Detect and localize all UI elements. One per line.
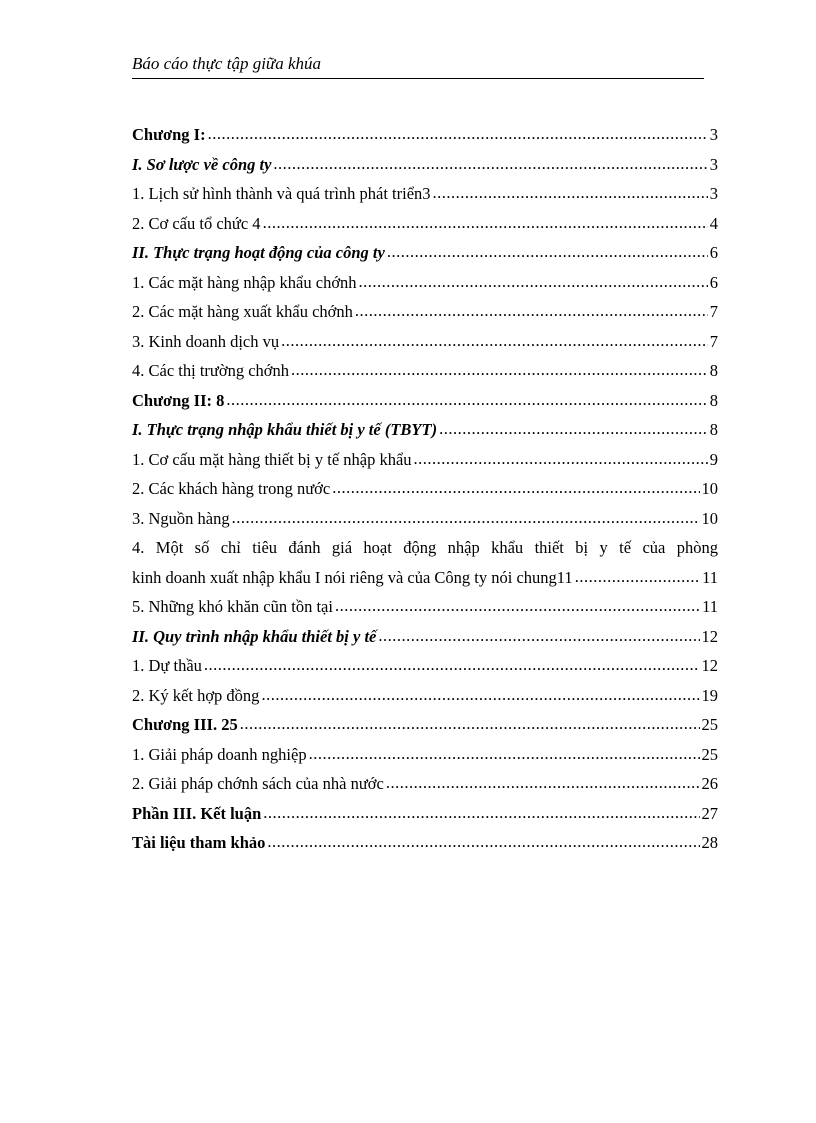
toc-entry-title: Chương I: (132, 125, 206, 144)
toc-entry (132, 268, 718, 298)
toc-page-number: 19 (701, 685, 718, 705)
toc-entry (132, 356, 718, 386)
toc-entry (132, 150, 718, 180)
dot-leader (575, 562, 700, 592)
toc-entry (132, 209, 718, 239)
toc-entry-title: Phần III. Kết luận (132, 803, 262, 823)
toc-entry (132, 179, 718, 209)
dot-leader (387, 237, 708, 267)
dot-leader (359, 267, 708, 297)
toc-entry-title: II. Quy trình nhập khẩu thiết bị y tế (132, 626, 377, 646)
toc-entry-title: 1. Các mặt hàng nhập khẩu chớnh (132, 272, 357, 292)
dot-leader (309, 739, 700, 769)
toc-entry (132, 297, 718, 327)
toc-entry (132, 740, 718, 770)
toc-entry (132, 327, 718, 357)
dot-leader (261, 680, 699, 710)
toc-entry (132, 238, 718, 268)
dot-leader (378, 621, 699, 651)
toc-entry-title: 2. Các mặt hàng xuất khẩu chớnh (132, 302, 353, 321)
dot-leader (335, 591, 700, 621)
toc-entry-title: Chương III. 25 (132, 715, 238, 734)
toc-entry-title: 2. Cơ cấu tổ chức 4 (132, 213, 261, 233)
toc-entry (132, 681, 718, 711)
toc-entry-title: 5. Những khó khăn cũn tồn tại (132, 597, 333, 616)
toc-entry-title: 2. Giải pháp chớnh sách của nhà nước (132, 774, 384, 793)
toc-entry-title-line-2: kinh doanh xuất nhập khẩu I nói riêng và của Công ty nói chung11 (132, 567, 573, 587)
toc-entry-title: I. Thực trạng nhập khẩu thiết bị y tế (TBYT) (132, 420, 438, 439)
dot-leader (273, 149, 707, 179)
dot-leader (439, 414, 708, 444)
toc-entry-title: 1. Cơ cấu mặt hàng thiết bị y tế nhập khẩu (132, 449, 412, 469)
toc-entry-title: 2. Ký kết hợp đồng (132, 685, 260, 705)
toc-page-number: 12 (701, 626, 718, 646)
toc-entry-title: Tài liệu tham khảo (132, 833, 266, 852)
toc-page-number: 11 (702, 597, 718, 616)
dot-leader (240, 709, 700, 739)
toc-page-number: 8 (709, 420, 718, 439)
toc-entry (132, 120, 718, 150)
toc-page-number: 10 (701, 508, 718, 528)
toc-entry-title: Chương II: 8 (132, 390, 225, 410)
running-header: Báo cáo thực tập giữa khúa (132, 52, 704, 79)
toc-page-number: 8 (709, 390, 718, 410)
toc-page-number: 6 (709, 272, 718, 292)
toc-page-number: 25 (701, 744, 718, 764)
dot-leader (332, 473, 699, 503)
toc-page-number: 10 (701, 479, 718, 498)
toc-page-number: 28 (701, 833, 718, 852)
toc-entry (132, 504, 718, 534)
toc-page-number: 26 (701, 774, 718, 793)
dot-leader (291, 355, 708, 385)
toc-page-number: 11 (702, 567, 718, 587)
toc-entry-title: 2. Các khách hàng trong nước (132, 479, 331, 498)
dot-leader (281, 326, 708, 356)
dot-leader (204, 650, 700, 680)
toc-page-number: 25 (701, 715, 718, 734)
toc-page-number: 3 (709, 125, 718, 144)
toc-entry (132, 474, 718, 504)
toc-entry (132, 799, 718, 829)
toc-page-number: 3 (709, 184, 718, 203)
toc-page-number: 27 (701, 803, 718, 823)
dot-leader (208, 119, 708, 149)
dot-leader (267, 827, 699, 857)
toc-page-number: 7 (709, 331, 718, 351)
toc-entry (132, 415, 718, 445)
dot-leader (355, 296, 708, 326)
dot-leader (414, 444, 708, 474)
toc-entry (132, 828, 718, 858)
toc-entry (132, 386, 718, 416)
toc-page-number: 3 (709, 154, 718, 174)
dot-leader (226, 385, 707, 415)
toc-page-number: 8 (709, 361, 718, 380)
dot-leader (263, 798, 699, 828)
dot-leader (433, 178, 708, 208)
toc-entry (132, 592, 718, 622)
dot-leader (386, 768, 700, 798)
toc-page-number: 9 (709, 449, 718, 469)
toc-entry-title: 1. Dự thầu (132, 656, 202, 675)
dot-leader (263, 208, 708, 238)
toc-page-number: 4 (709, 213, 718, 233)
toc-entry-title: II. Thực trạng hoạt động của công ty (132, 243, 385, 262)
toc-entry-title: I. Sơ lược về công ty (132, 154, 272, 174)
dot-leader (232, 503, 700, 533)
toc-entry-title: 1. Lịch sử hình thành và quá trình phát triển3 (132, 184, 431, 203)
toc-entry-line-2 (132, 563, 718, 593)
toc-entry-multiline (132, 533, 718, 592)
toc-entry-title: 1. Giải pháp doanh nghiệp (132, 744, 307, 764)
toc-entry (132, 769, 718, 799)
table-of-contents (132, 120, 718, 858)
toc-entry (132, 710, 718, 740)
toc-entry (132, 651, 718, 681)
toc-page-number: 7 (709, 302, 718, 321)
toc-entry-title: 4. Các thị trường chớnh (132, 361, 289, 380)
toc-page-number: 6 (709, 243, 718, 262)
toc-entry-title-line-1: 4. Một số chỉ tiêu đánh giá hoạt động nhập khẩu thiết bị y tế của phòng (132, 538, 718, 557)
toc-entry (132, 445, 718, 475)
toc-entry (132, 622, 718, 652)
toc-entry-title: 3. Kinh doanh dịch vụ (132, 331, 280, 351)
toc-entry-title: 3. Nguồn hàng (132, 508, 230, 528)
toc-page-number: 12 (701, 656, 718, 675)
